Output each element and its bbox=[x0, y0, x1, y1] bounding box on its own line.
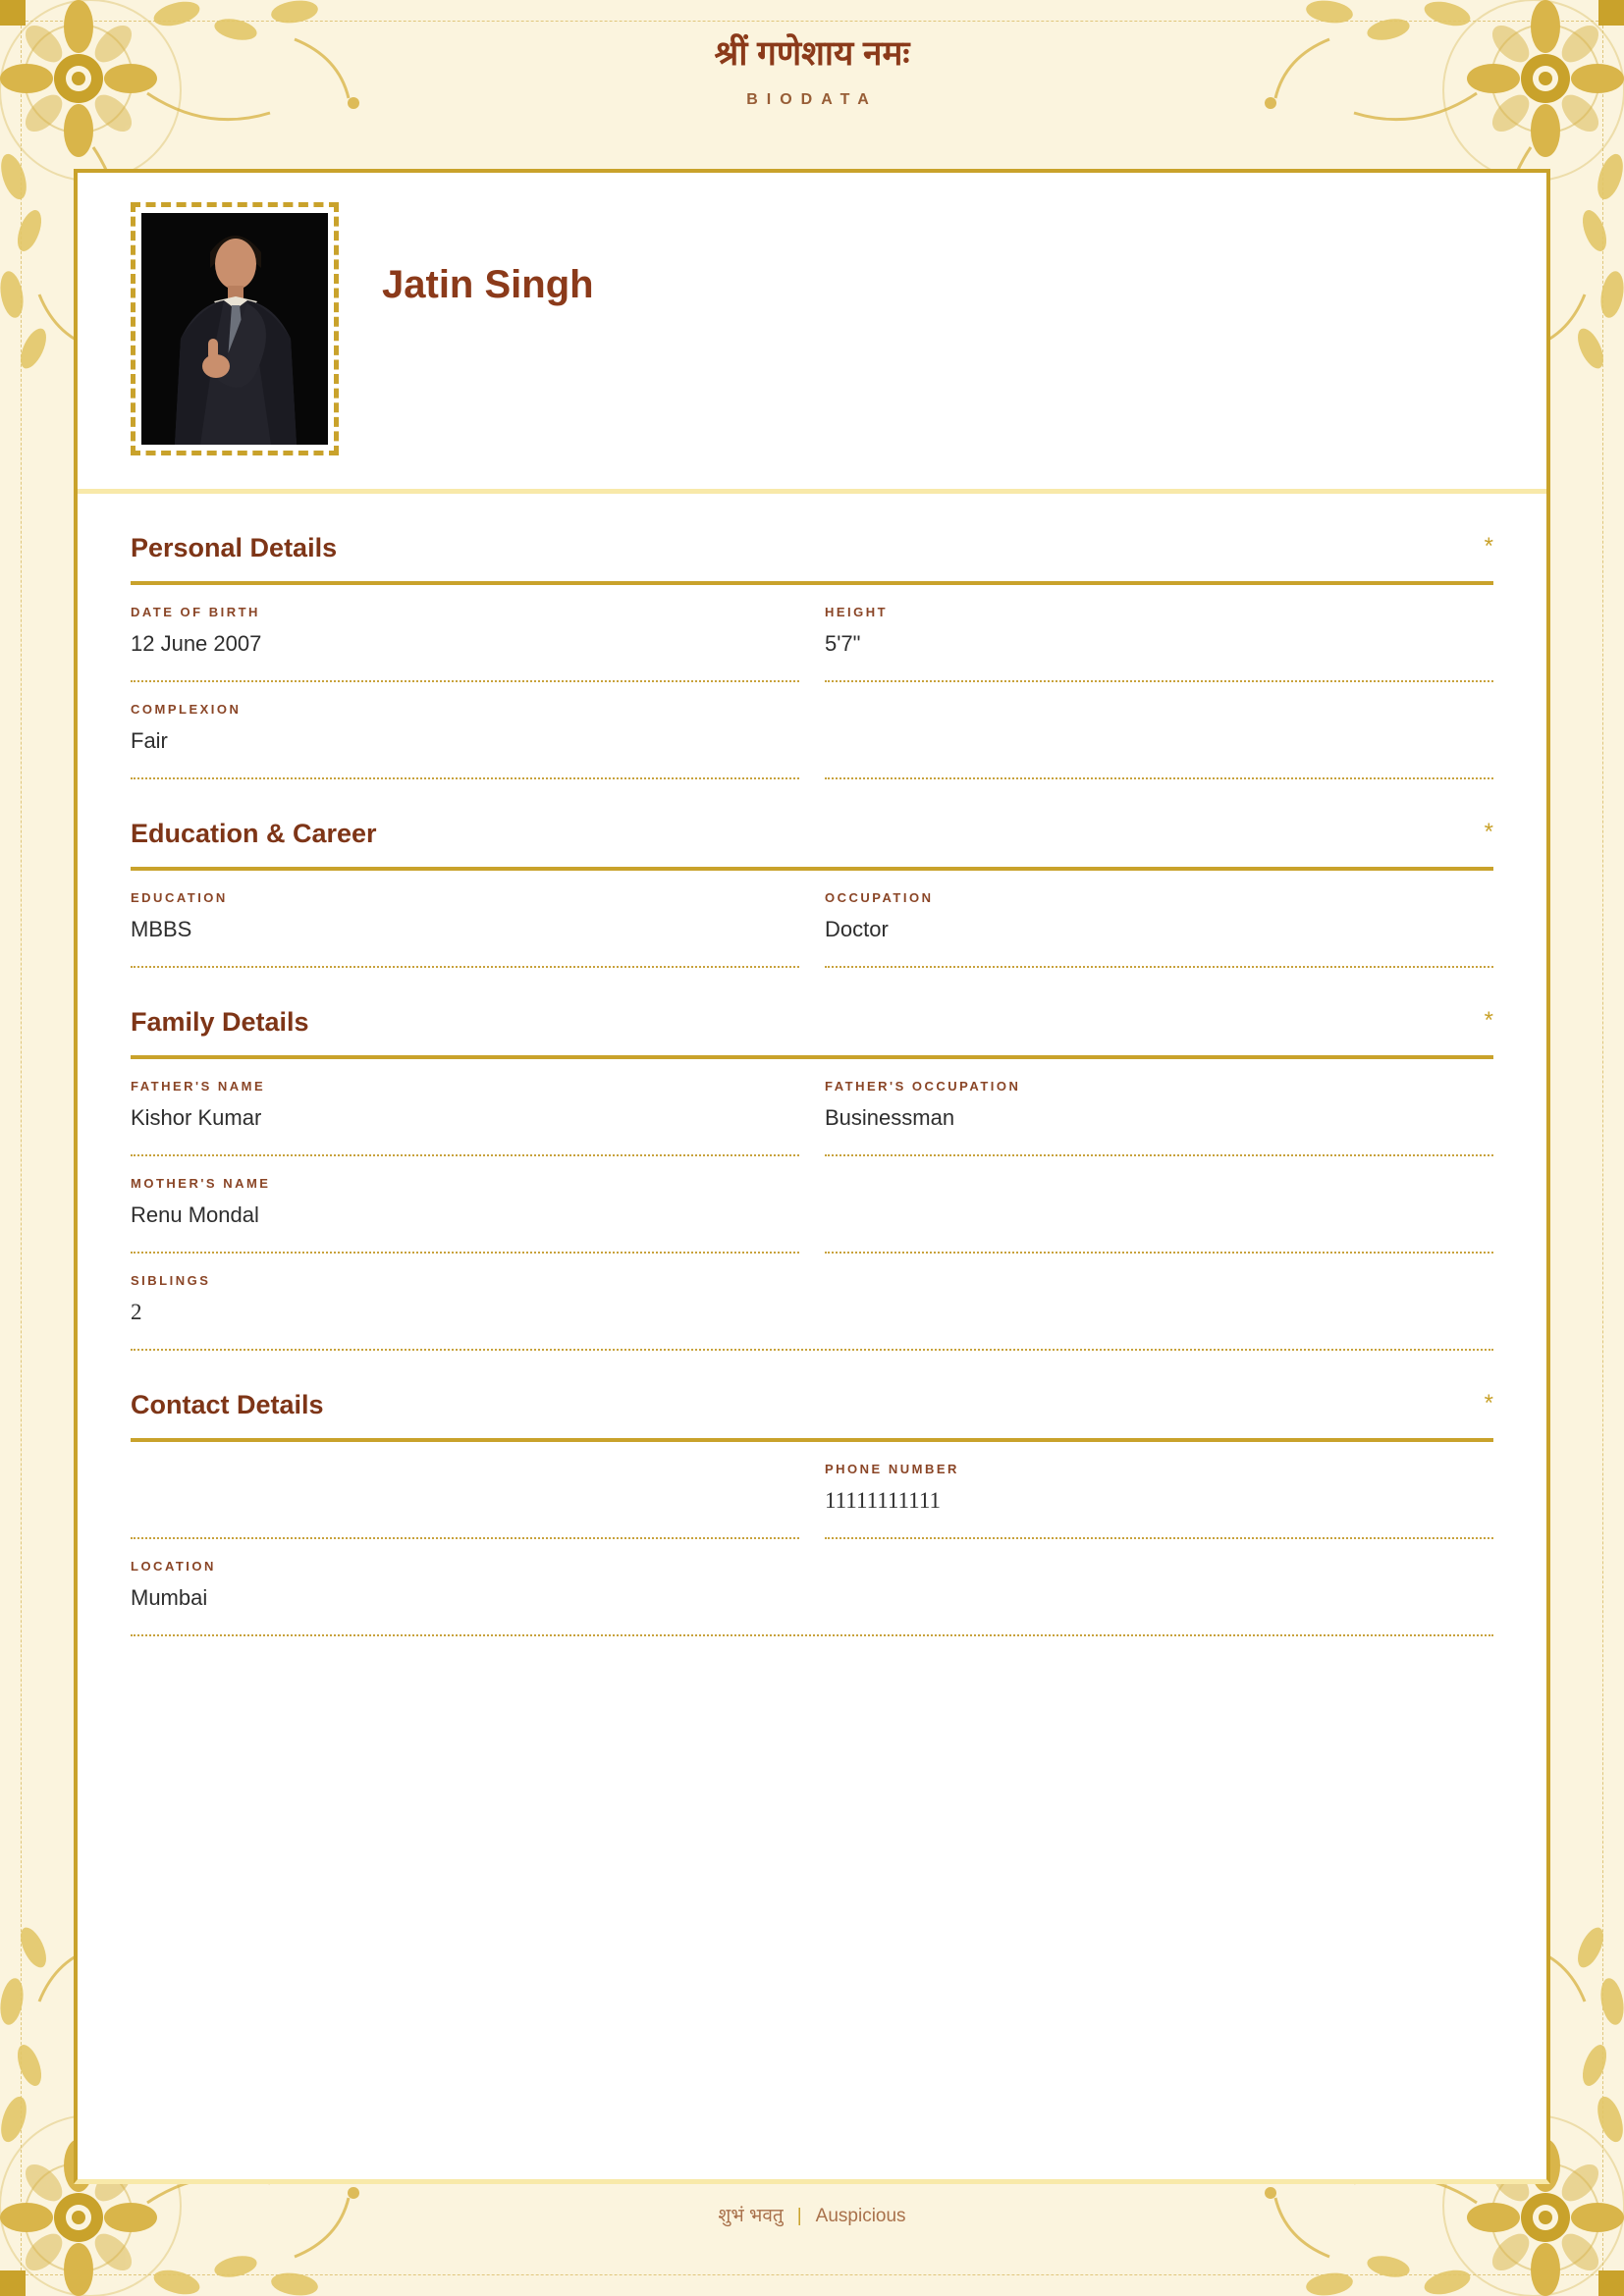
field-label: FATHER'S OCCUPATION bbox=[825, 1079, 1021, 1094]
invocation-text: श्रीं गणेशाय नमः bbox=[714, 34, 910, 73]
field-value: Doctor bbox=[825, 917, 889, 941]
field-label: LOCATION bbox=[131, 1559, 216, 1574]
section-title: Family Details bbox=[131, 1007, 309, 1037]
field-grid bbox=[131, 1442, 1493, 1636]
field-label bbox=[825, 1176, 1493, 1189]
section-header bbox=[131, 819, 1493, 849]
footer-english-text: Auspicious bbox=[815, 2206, 906, 2226]
section-header bbox=[131, 1390, 1493, 1420]
field-fathers-name bbox=[131, 1059, 799, 1156]
field-date-of-birth bbox=[131, 585, 799, 682]
section-family-details bbox=[131, 968, 1493, 1351]
field-mothers-name bbox=[131, 1156, 799, 1254]
field-complexion bbox=[131, 682, 799, 779]
field-label: EDUCATION bbox=[131, 890, 228, 905]
field-empty bbox=[825, 1156, 1493, 1254]
required-marker-icon: * bbox=[1484, 1390, 1493, 1416]
field-value: Mumbai bbox=[131, 1585, 208, 1610]
section-personal-details bbox=[131, 494, 1493, 779]
field-label: SIBLINGS bbox=[131, 1273, 211, 1288]
field-label: FATHER'S NAME bbox=[131, 1079, 266, 1094]
field-value: 12 June 2007 bbox=[131, 631, 262, 656]
section-contact-details bbox=[131, 1351, 1493, 1636]
profile-photo bbox=[141, 213, 328, 445]
field-label: MOTHER'S NAME bbox=[131, 1176, 271, 1191]
biodata-card bbox=[74, 169, 1550, 2184]
field-grid bbox=[131, 1059, 1493, 1351]
section-title: Contact Details bbox=[131, 1390, 324, 1419]
field-empty bbox=[131, 1442, 799, 1539]
field-label: OCCUPATION bbox=[825, 890, 934, 905]
field-grid bbox=[131, 871, 1493, 968]
field-value bbox=[825, 726, 1493, 750]
profile-header-row bbox=[131, 202, 1493, 455]
section-header bbox=[131, 1007, 1493, 1038]
document-type-label: BIODATA bbox=[746, 91, 878, 108]
footer-sanskrit-text: शुभं भवतु bbox=[718, 2206, 784, 2226]
section-education-career bbox=[131, 779, 1493, 968]
field-siblings bbox=[131, 1254, 1493, 1351]
field-label: PHONE NUMBER bbox=[825, 1462, 959, 1476]
field-phone-number bbox=[825, 1442, 1493, 1539]
person-name: Jatin Singh bbox=[382, 263, 594, 306]
field-location bbox=[131, 1539, 1493, 1636]
field-label: DATE OF BIRTH bbox=[131, 605, 260, 619]
field-value: Fair bbox=[131, 728, 168, 753]
profile-photo-frame bbox=[131, 202, 339, 455]
required-marker-icon: * bbox=[1484, 533, 1493, 560]
required-marker-icon: * bbox=[1484, 819, 1493, 845]
section-title: Personal Details bbox=[131, 533, 338, 562]
section-title: Education & Career bbox=[131, 819, 377, 848]
field-value: Kishor Kumar bbox=[131, 1105, 262, 1130]
field-label bbox=[131, 1462, 799, 1474]
field-value: Renu Mondal bbox=[131, 1202, 259, 1227]
field-value: Businessman bbox=[825, 1105, 955, 1130]
field-value: 11111111111 bbox=[825, 1488, 941, 1513]
section-header bbox=[131, 533, 1493, 563]
field-empty bbox=[825, 682, 1493, 779]
field-value: MBBS bbox=[131, 917, 192, 941]
footer-separator: | bbox=[796, 2206, 802, 2226]
field-education bbox=[131, 871, 799, 968]
field-value: 5'7" bbox=[825, 631, 861, 656]
page-header bbox=[0, 29, 1624, 109]
field-value: 2 bbox=[131, 1300, 142, 1324]
field-fathers-occupation bbox=[825, 1059, 1493, 1156]
page-footer bbox=[0, 2202, 1624, 2227]
field-grid bbox=[131, 585, 1493, 779]
field-label bbox=[825, 702, 1493, 715]
field-height bbox=[825, 585, 1493, 682]
required-marker-icon: * bbox=[1484, 1007, 1493, 1034]
field-value bbox=[825, 1201, 1493, 1224]
field-label: COMPLEXION bbox=[131, 702, 242, 717]
field-occupation bbox=[825, 871, 1493, 968]
field-value bbox=[131, 1486, 799, 1510]
field-label: HEIGHT bbox=[825, 605, 889, 619]
